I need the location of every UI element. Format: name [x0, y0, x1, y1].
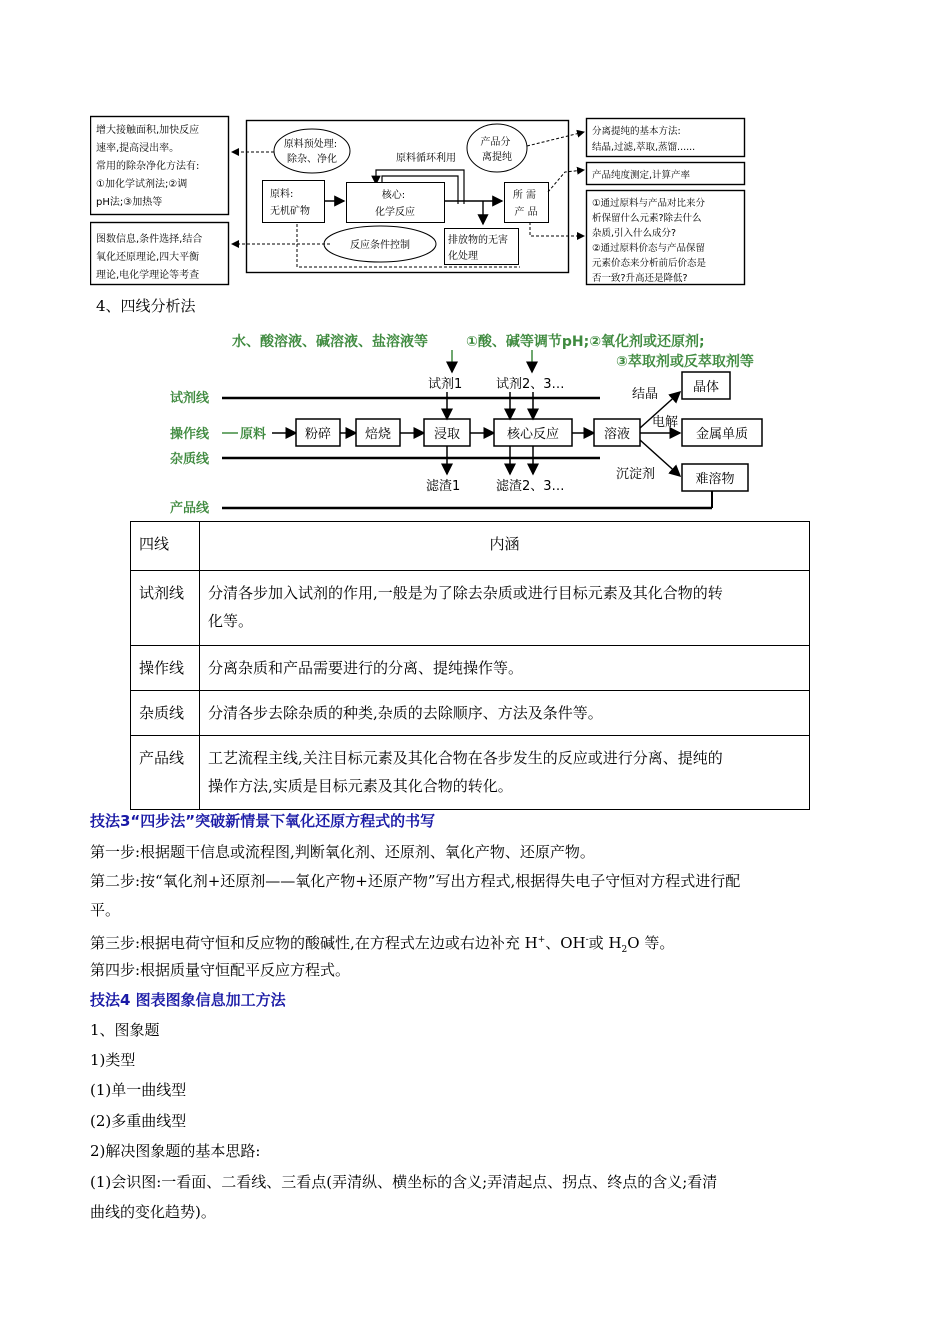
reagent-line-label: 试剂线: [170, 391, 210, 406]
output-metal-text: 金属单质: [695, 427, 749, 442]
tech4-line6-cont: 曲线的变化趋势)。: [90, 1203, 216, 1221]
step-solution-text: 溶液: [603, 427, 631, 442]
electrolysis-label: 电解: [652, 415, 679, 430]
product-sep-bubble: [467, 124, 527, 172]
step-core-reaction-text: 核心反应: [506, 427, 560, 442]
table-cell: 试剂线: [131, 571, 200, 646]
tech4-line5: 2)解决图象题的基本思路:: [90, 1142, 261, 1160]
analysis-text: ①通过原料与产品对比来分 析保留什么元素?除去什么 杂质,引入什么成分? ②通过原料价态与产品保留 元素价态来分析前后价态是 否一致?升高还是降低?: [592, 198, 707, 284]
tech3-step3: 第三步:根据电荷守恒和反应物的酸碱性,在方程式左边或右边补充 H+、OH-或 $H_2O$ 等。: [90, 934, 675, 955]
table-cell: 杂质线: [131, 691, 200, 736]
raw-material-text: 原料: 无机矿物: [270, 189, 310, 217]
condition-bubble-text: 反应条件控制: [350, 240, 410, 251]
residue-2-label: 滤渣2、3…: [496, 479, 565, 494]
tech3-step2: 第二步:按“氧化剂+还原剂——氧化产物+还原产物”写出方程式,根据得失电子守恒对方程式进行配: [90, 872, 741, 890]
emission-text: 排放物的无害 化处理: [448, 235, 508, 262]
table-row: [131, 691, 810, 736]
tech4-line6: (1)会识图:一看面、二看线、三看点(弄清纵、横坐标的含义;弄清起点、拐点、终点的含义;看清: [90, 1173, 718, 1191]
table-header-row: [131, 522, 810, 571]
separation-methods-text: 分离提纯的基本方法: 结晶,过滤,萃取,蒸馏......: [592, 126, 696, 153]
table-cell: 分清各步加入试剂的作用,一般是为了除去杂质或进行目标元素及其化合物的转 化等。: [200, 571, 810, 646]
table-cell: 工艺流程主线,关注目标元素及其化合物在各步发生的反应或进行分离、提纯的 操作方法,实质是目标元素及其化合物的转化。: [200, 736, 810, 810]
table-header-cell: 内涵: [200, 522, 810, 571]
purity-text: 产品纯度测定,计算产率: [592, 170, 691, 181]
target-product-text: 所 需 产 品: [512, 190, 538, 218]
tech3-step1: 第一步:根据题干信息或流程图,判断氧化剂、还原剂、氧化产物、还原产物。: [90, 843, 595, 861]
crystallize-label: 结晶: [632, 387, 659, 402]
core-reaction-text: 核心: 化学反应: [375, 190, 415, 218]
step-roast-text: 焙烧: [364, 427, 392, 442]
reagent-purpose-text: ①酸、碱等调节pH;②氧化剂或还原剂;: [466, 334, 705, 350]
reagent-1-label: 试剂1: [428, 377, 463, 392]
residue-1-label: 滤渣1: [426, 479, 461, 494]
reagent-2-label: 试剂2、3…: [496, 377, 565, 392]
table-cell: 操作线: [131, 646, 200, 691]
tech4-line1: 1、图象题: [90, 1021, 160, 1039]
precipitant-label: 沉淀剂: [616, 467, 656, 482]
product-line-label: 产品线: [170, 501, 210, 516]
table-cell: 产品线: [131, 736, 200, 810]
tech3-step2-cont: 平。: [90, 901, 121, 919]
tech4-line2: 1)类型: [90, 1051, 136, 1069]
impurity-line-label: 杂质线: [170, 452, 210, 467]
operation-line-label: 操作线: [170, 427, 210, 442]
reagent-types-text: 水、酸溶液、碱溶液、盐溶液等: [232, 334, 428, 350]
table-row: [131, 646, 810, 691]
table-cell: 分清各步去除杂质的种类,杂质的去除顺序、方法及条件等。: [200, 691, 810, 736]
raw-material-label: 原料: [240, 427, 267, 442]
four-line-table: [130, 521, 810, 810]
tech3-heading: 技法3“四步法”突破新情景下氧化还原方程式的书写: [90, 812, 436, 830]
table-cell: 分离杂质和产品需要进行的分离、提纯操作等。: [200, 646, 810, 691]
condition-note-text: 图数信息,条件选择,结合 氧化还原理论,四大平衡 理论,电化学理论等考查: [96, 234, 203, 281]
tech3-step4: 第四步:根据质量守恒配平反应方程式。: [90, 961, 351, 979]
step-crush-text: 粉碎: [304, 427, 332, 442]
pretreat-bubble-text: 原料预处理: 除杂、净化: [283, 139, 338, 165]
pretreat-bubble: [274, 129, 350, 173]
four-line-diagram: [160, 322, 800, 518]
step-leach-text: 浸取: [433, 427, 461, 442]
recycle-label: 原料循环利用: [396, 153, 456, 164]
tech4-heading: 技法4 图表图象信息加工方法: [90, 991, 286, 1009]
section-four-line-title: 4、四线分析法: [96, 297, 196, 315]
product-sep-text: 产品分 离提纯: [480, 137, 512, 163]
output-crystal-text: 晶体: [692, 380, 720, 395]
table-header-cell: 四线: [131, 522, 200, 571]
extractant-text: ③萃取剂或反萃取剂等: [616, 354, 754, 370]
tech4-line3: (1)单一曲线型: [90, 1081, 187, 1099]
pretreat-note-text: 增大接触面积,加快反应 速率,提高浸出率。 常用的除杂净化方法有: ①加化学试剂法;②调 pH法;③加热等: [96, 125, 200, 208]
table-row: [131, 571, 810, 646]
table-row: [131, 736, 810, 810]
process-overview-diagram: [90, 112, 746, 286]
tech4-line4: (2)多重曲线型: [90, 1112, 187, 1130]
output-insoluble-text: 难溶物: [695, 472, 735, 487]
